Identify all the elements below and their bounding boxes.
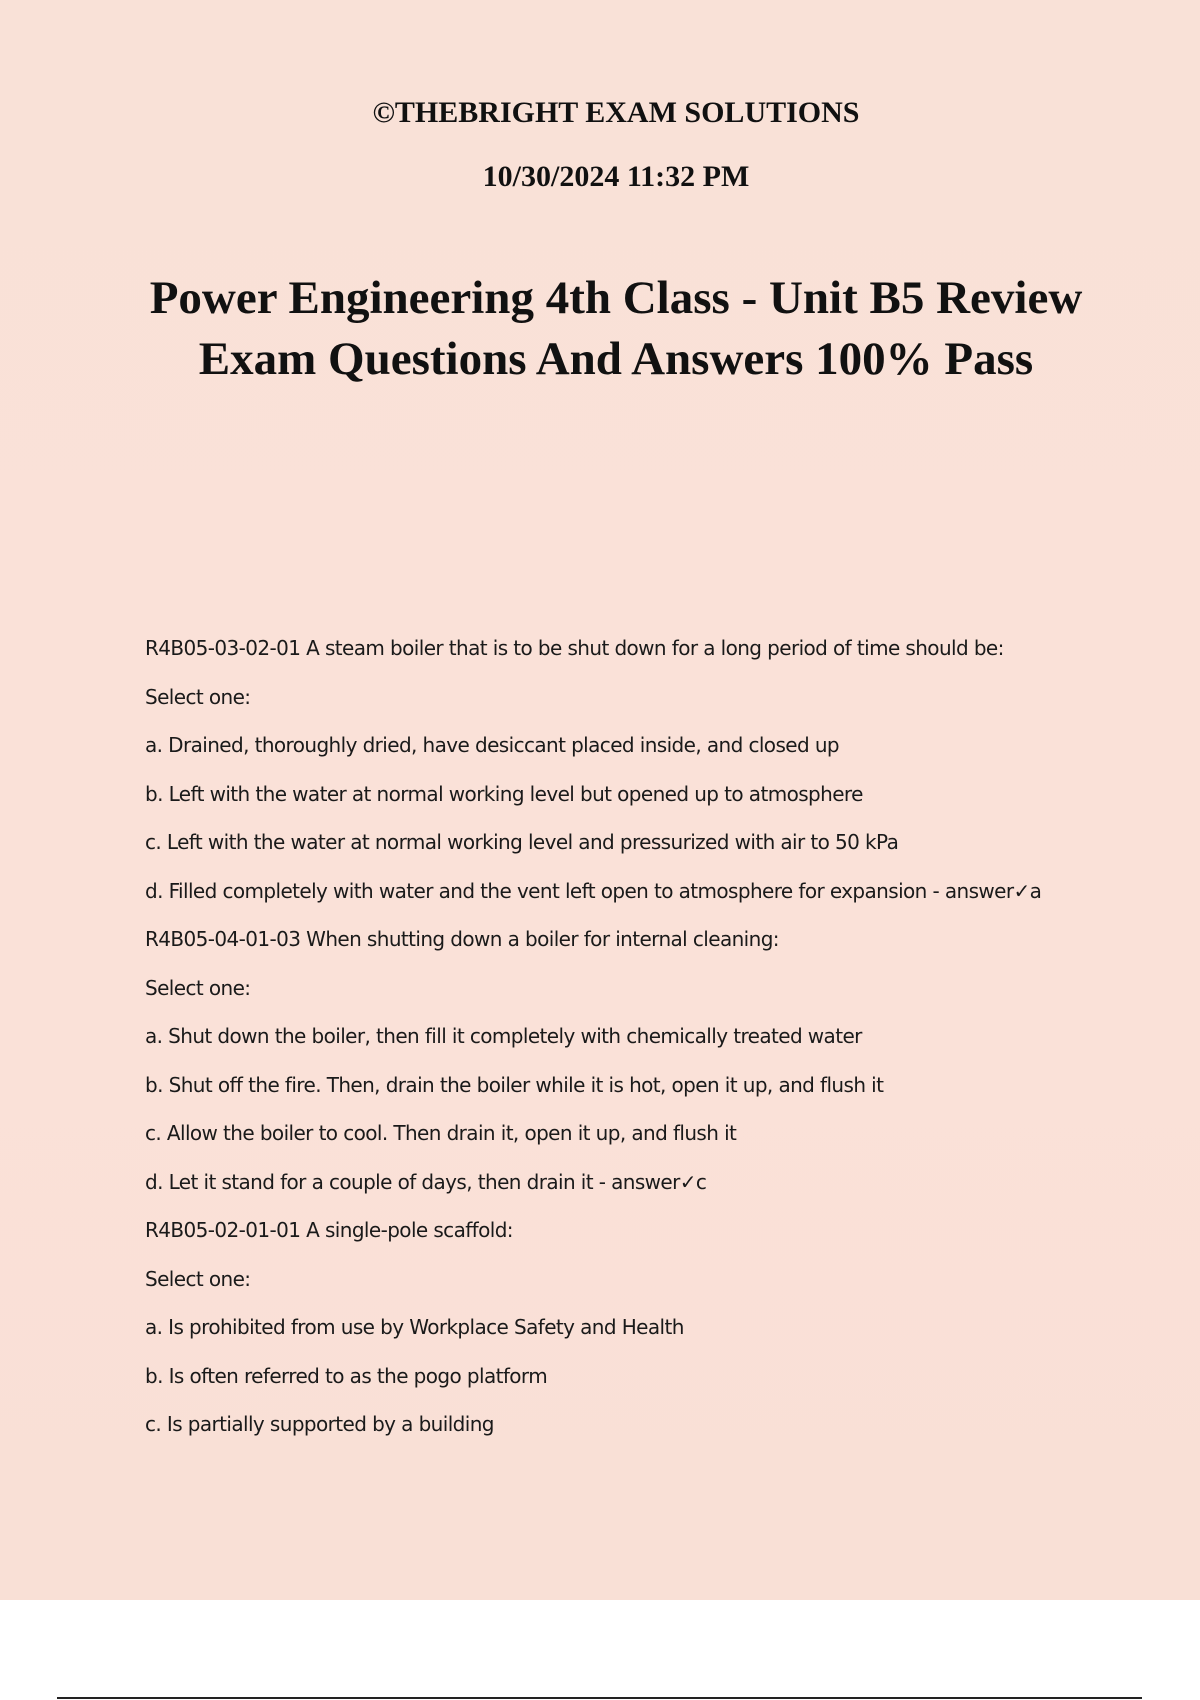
brand-header: ©THEBRIGHT EXAM SOLUTIONS [372,96,860,129]
answer-option: c. Is partially supported by a building [145,1412,494,1436]
answer-option: a. Drained, thoroughly dried, have desiccant placed inside, and closed up [145,733,839,757]
answer-option: d. Filled completely with water and the vent left open to atmosphere for expansion - answer✓a [145,878,1042,903]
select-prompt: Select one: [145,1266,251,1291]
answer-option: b. Shut off the fire. Then, drain the boiler while it is hot, open it up, and flush it [145,1072,884,1097]
select-prompt: Select one: [145,975,251,1000]
question-text: R4B05-03-02-01 A steam boiler that is to be shut down for a long period of time should be: [145,636,1004,660]
answer-option: b. Left with the water at normal working level but opened up to atmosphere [145,781,863,806]
question-list [145,628,1185,1453]
answer-option: c. Left with the water at normal working level and pressurized with air to 50 kPa [145,830,899,854]
question-text: R4B05-04-01-03 When shutting down a boiler for internal cleaning: [145,927,779,951]
document-title: Power Engineering 4th Class - Unit B5 Review Exam Questions And Answers 100% Pass [149,272,1083,385]
answer-option: a. Shut down the boiler, then fill it completely with chemically treated water [145,1024,862,1048]
select-prompt: Select one: [145,684,251,709]
datetime-header: 10/30/2024 11:32 PM [482,160,750,193]
answer-option: b. Is often referred to as the pogo platform [145,1363,548,1388]
answer-option: c. Allow the boiler to cool. Then drain it, open it up, and flush it [145,1121,737,1145]
answer-option: a. Is prohibited from use by Workplace Safety and Health [145,1315,684,1339]
question-text: R4B05-02-01-01 A single-pole scaffold: [145,1218,513,1242]
answer-option: d. Let it stand for a couple of days, then drain it - answer✓c [145,1169,707,1194]
page-divider [57,1697,1142,1699]
